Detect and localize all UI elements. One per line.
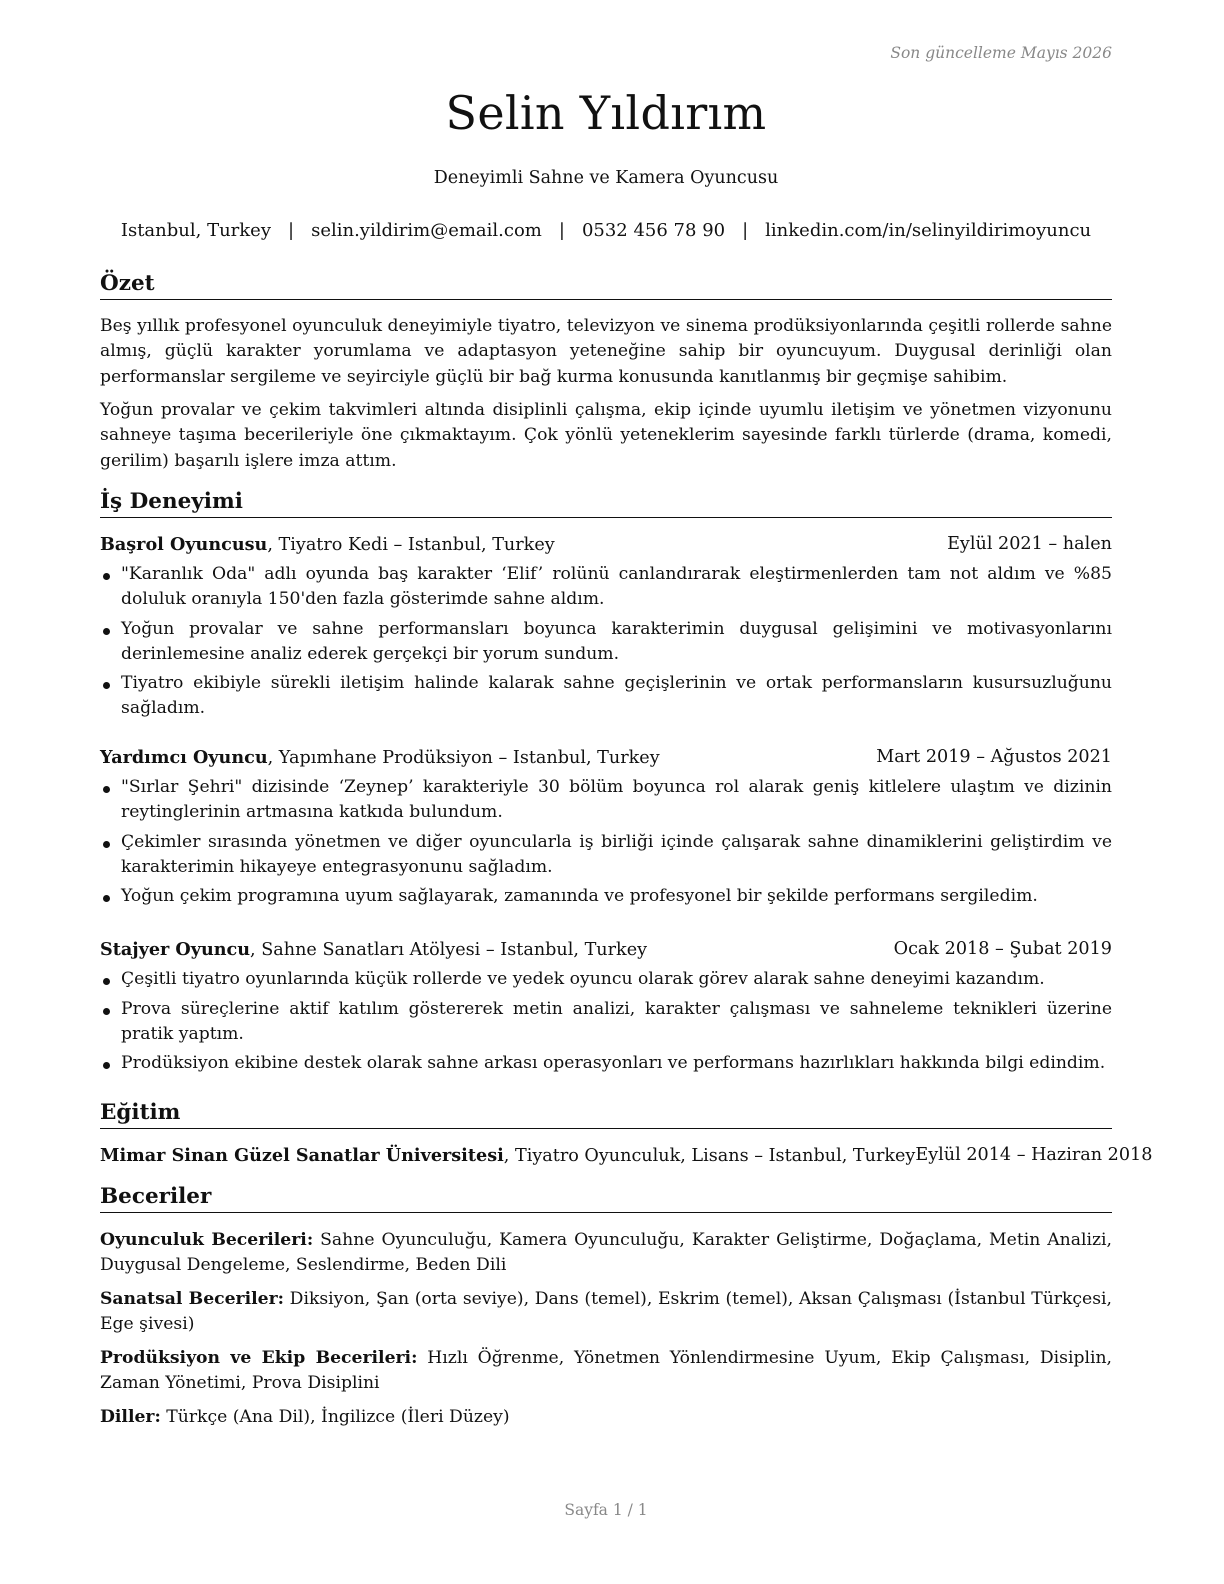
person-name: Selin Yıldırım	[445, 86, 767, 140]
contact-separator: |	[742, 220, 749, 241]
education-dates: Eylül 2014 – Haziran 2018	[915, 1145, 1153, 1165]
job-dates: Mart 2019 – Ağustos 2021	[876, 747, 1112, 767]
bullet-icon	[103, 573, 110, 580]
job-dates: Ocak 2018 – Şubat 2019	[893, 939, 1112, 959]
contact-location: Istanbul, Turkey	[120, 220, 271, 241]
contact-line	[100, 220, 1112, 241]
bullet-icon	[103, 682, 110, 689]
section-title-experience: İş Deneyimi	[100, 488, 1112, 518]
job-bullets	[100, 967, 1112, 1081]
list-item: Yoğun provalar ve sahne performansları boyunca karakterimin duygusal gelişimini ve motivasyonlarını derinlemesine analiz ederek gerçekçi bir yorum sundum.	[100, 617, 1112, 667]
section-title-summary: Özet	[100, 270, 1112, 300]
bullet-icon	[103, 628, 110, 635]
summary-paragraph: Beş yıllık profesyonel oyunculuk deneyimiyle tiyatro, televizyon ve sinema prodüksiyonlarında çeşitli rollerde sahne almış, güçlü karakter yorumlama ve adaptasyon yeteneğine sahip bir oyuncuyum. Duygusal derinliği olan performanslar sergileme ve seyirciyle güçlü bir bağ kurma konusunda kanıtlanmış bir geçmişe sahibim.	[100, 316, 1112, 387]
skill-group	[100, 1228, 1112, 1279]
job-dates: Eylül 2021 – halen	[947, 534, 1112, 554]
job-header	[100, 532, 1112, 558]
skill-text: Türkçe (Ana Dil), İngilizce (İleri Düzey)	[166, 1407, 510, 1427]
skill-label: Diller:	[100, 1407, 161, 1427]
bullet-icon	[103, 895, 110, 902]
bullet-icon	[103, 841, 110, 848]
last-updated: Son güncelleme Mayıs 2026	[890, 44, 1112, 62]
job-header	[100, 745, 1112, 771]
skill-label: Prodüksiyon ve Ekip Becerileri:	[100, 1348, 418, 1368]
list-item: Prodüksiyon ekibine destek olarak sahne arkası operasyonları ve performans hazırlıkları hakkında bilgi edindim.	[100, 1051, 1112, 1076]
section-title-education: Eğitim	[100, 1099, 1112, 1129]
list-item: "Karanlık Oda" adlı oyunda baş karakter ‘Elif’ rolünü canlandırarak eleştirmenlerden tam not aldım ve %85 doluluk oranıyla 150'den fazla gösterimde sahne aldım.	[100, 562, 1112, 612]
contact-email[interactable]: selin.yildirim@email.com	[311, 220, 542, 241]
education-entry	[100, 1143, 1153, 1169]
job-organization: , Sahne Sanatları Atölyesi – Istanbul, Turkey	[250, 940, 648, 960]
job-bullets	[100, 775, 1112, 914]
contact-separator: |	[288, 220, 295, 241]
bullet-icon	[103, 786, 110, 793]
skill-text: Diksiyon, Şan (orta seviye), Dans (temel), Eskrim (temel), Aksan Çalışması (İstanbul Türkçesi, Ege şivesi)	[100, 1289, 1112, 1335]
list-item: Çeşitli tiyatro oyunlarında küçük rollerde ve yedek oyuncu olarak görev alarak sahne deneyimi kazandım.	[100, 967, 1112, 992]
list-item: "Sırlar Şehri" dizisinde ‘Zeynep’ karakteriyle 30 bölüm boyunca rol alarak geniş kitlelere ulaştım ve dizinin reytinglerinin artmasına katkıda bulundum.	[100, 775, 1112, 825]
contact-phone: 0532 456 78 90	[581, 220, 726, 241]
skill-text: Sahne Oyunculuğu, Kamera Oyunculuğu, Karakter Geliştirme, Doğaçlama, Metin Analizi, Duygusal Dengeleme, Seslendirme, Beden Dili	[100, 1230, 1112, 1276]
job-bullets	[100, 562, 1112, 726]
bullet-icon	[103, 1062, 110, 1069]
resume-page	[100, 0, 1153, 1584]
bullet-icon	[103, 978, 110, 985]
degree-detail: , Tiyatro Oyunculuk, Lisans – Istanbul, Turkey	[503, 1146, 916, 1166]
list-item: Yoğun çekim programına uyum sağlayarak, zamanında ve profesyonel bir şekilde performans sergiledim.	[100, 884, 1112, 909]
job-title: Deneyimli Sahne ve Kamera Oyuncusu	[433, 168, 779, 188]
skill-text: Hızlı Öğrenme, Yönetmen Yönlendirmesine Uyum, Ekip Çalışması, Disiplin, Zaman Yönetimi, Prova Disiplini	[100, 1348, 1113, 1394]
summary-paragraph: Yoğun provalar ve çekim takvimleri altında disiplinli çalışma, ekip içinde uyumlu iletişim ve yönetmen vizyonunu sahneye taşıma becerileriyle öne çıkmaktayım. Çok yönlü yeteneklerim sayesinde farklı türlerde (drama, komedi, gerilim) başarılı işlere imza attım.	[100, 400, 1112, 471]
list-item: Çekimler sırasında yönetmen ve diğer oyuncularla iş birliği içinde çalışarak sahne dinamiklerini geliştirdim ve karakterimin hikayeye entegrasyonunu sağladım.	[100, 830, 1112, 880]
job-role: Stajyer Oyuncu	[100, 939, 251, 960]
job-role: Yardımcı Oyuncu	[100, 747, 268, 768]
skill-group	[100, 1346, 1112, 1397]
job-role: Başrol Oyuncusu	[100, 534, 268, 555]
job-header	[100, 937, 1112, 963]
job-organization: , Tiyatro Kedi – Istanbul, Turkey	[267, 535, 555, 555]
contact-linkedin[interactable]: linkedin.com/in/selinyildirimoyuncu	[765, 220, 1092, 241]
skill-group	[100, 1405, 1112, 1430]
section-title-skills: Beceriler	[100, 1183, 1112, 1213]
job-organization: , Yapımhane Prodüksiyon – Istanbul, Turkey	[267, 748, 660, 768]
contact-separator: |	[558, 220, 565, 241]
list-item: Tiyatro ekibiyle sürekli iletişim halinde kalarak sahne geçişlerinin ve ortak performansların kusursuzluğunu sağladım.	[100, 671, 1112, 721]
skill-label: Sanatsal Beceriler:	[100, 1289, 284, 1309]
skill-group	[100, 1287, 1112, 1338]
skill-label: Oyunculuk Becerileri:	[100, 1230, 314, 1250]
bullet-icon	[103, 1008, 110, 1015]
page-number: Sayfa 1 / 1	[564, 1501, 648, 1519]
list-item: Prova süreçlerine aktif katılım göstererek metin analizi, karakter çalışması ve sahneleme teknikleri üzerine pratik yaptım.	[100, 997, 1112, 1047]
school-name: Mimar Sinan Güzel Sanatlar Üniversitesi	[100, 1145, 504, 1166]
